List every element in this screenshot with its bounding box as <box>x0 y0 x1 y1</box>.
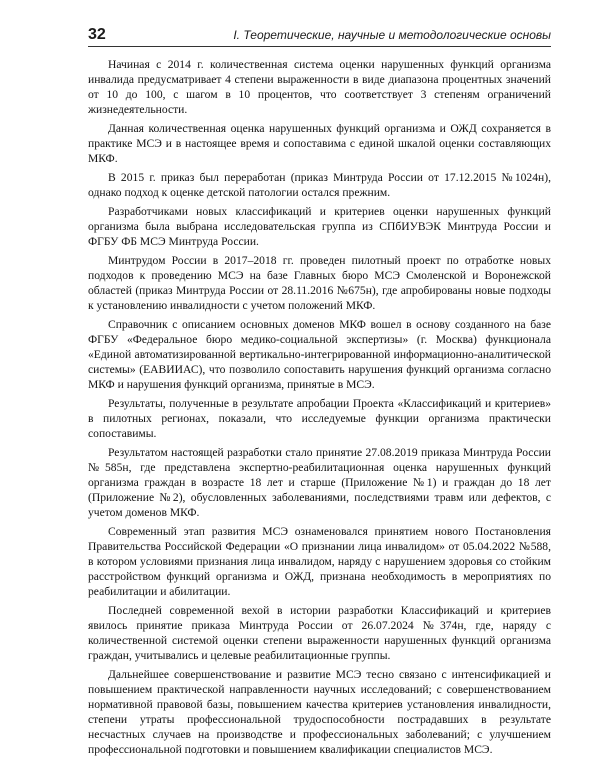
paragraph-5: Минтрудом России в 2017–2018 гг. проведен пилотный проект по отработке новых подходов к проведению МСЭ на базе Главных бюро МСЭ Смоленской и Воронежской областей (приказ Минтруда России от 28.11.2016 №675н), где апробированы новые подходы к установлению инвалидности с учетом положений МКФ. <box>88 254 551 312</box>
paragraph-1: Начиная с 2014 г. количественная система оценки нарушенных функций организма инвалида предусматривает 4 степени выраженности в виде диапазона процентных значений от 10 до 100, с шагом в 10 процентов, что соответствует 3 степеням ограничений жизнедеятельности. <box>88 58 551 116</box>
paragraph-4: Разработчиками новых классификаций и критериев оценки нарушенных функций организма была выбрана исследовательская группа из СПбИУВЭК Минтруда России и ФГБУ ФБ МСЭ Минтруда России. <box>88 205 551 248</box>
paragraph-3: В 2015 г. приказ был переработан (приказ Минтруда России от 17.12.2015 №1024н), однако подход к оценке детской патологии остался прежним. <box>88 171 551 199</box>
running-header <box>88 24 551 46</box>
paragraph-9: Современный этап развития МСЭ ознаменовался принятием нового Постановления Правительства Российской Федерации «О признании лица инвалидом» от 05.04.2022 №588, в котором условиями признания лица инвалидом, наряду с нарушением здоровья со стойким расстройством функций организма и ОЖД, признана необходимость в мероприятиях по реабилитации и абилитации. <box>88 525 551 598</box>
paragraph-8: Результатом настоящей разработки стало принятие 27.08.2019 приказа Минтруда России №585н, где представлена экспертно-реабилитационная оценка нарушенных функций организма граждан в возрасте 18 лет и старше (Приложение №1) и граждан до 18 лет (Приложение №2), обусловленных заболеваниями, последствиями травм или дефектов, с учетом доменов МКФ. <box>88 446 551 519</box>
section-title: I. Теоретические, научные и методологические основы <box>233 28 551 42</box>
paragraph-11: Дальнейшее совершенствование и развитие МСЭ тесно связано с интенсификацией и повышением практической направленности научных исследований; с совершенствованием нормативной правовой базы, повышением качества критериев установления инвалидности, степени утраты профессиональной трудоспособности пострадавших в результате несчастных случаев на производстве и профессиональных заболеваний; с улучшением профессиональной подготовки и повышением квалификации специалистов МСЭ. <box>88 668 551 756</box>
page-number: 32 <box>88 26 106 43</box>
body-text <box>88 57 551 761</box>
paragraph-10: Последней современной вехой в истории разработки Классификаций и критериев явилось принятие приказа Минтруда России от 26.07.2024 №374н, где, наряду с количественной системой оценки степени выраженности нарушенных функций организма граждан, учитывались и целевые реабилитационные группы. <box>88 604 551 662</box>
header-divider <box>88 46 551 47</box>
paragraph-6: Справочник с описанием основных доменов МКФ вошел в основу созданного на базе ФГБУ «Федеральное бюро медико-социальной экспертизы» (г. Москва) функционала «Единой автоматизированной вертикально-интегрированной информационно-аналитической системы» (ЕАВИИАС), что позволило сопоставить нарушения функций организма согласно МКФ и нарушения функций организма, принятые в МСЭ. <box>88 318 551 391</box>
paragraph-7: Результаты, полученные в результате апробации Проекта «Классификаций и критериев» в пилотных регионах, показали, что исследуемые функции организма практически сопоставимы. <box>88 397 551 440</box>
paragraph-2: Данная количественная оценка нарушенных функций организма и ОЖД сохраняется в практике МСЭ и в настоящее время и сопоставима с единой шкалой оценки составляющих МКФ. <box>88 122 551 165</box>
